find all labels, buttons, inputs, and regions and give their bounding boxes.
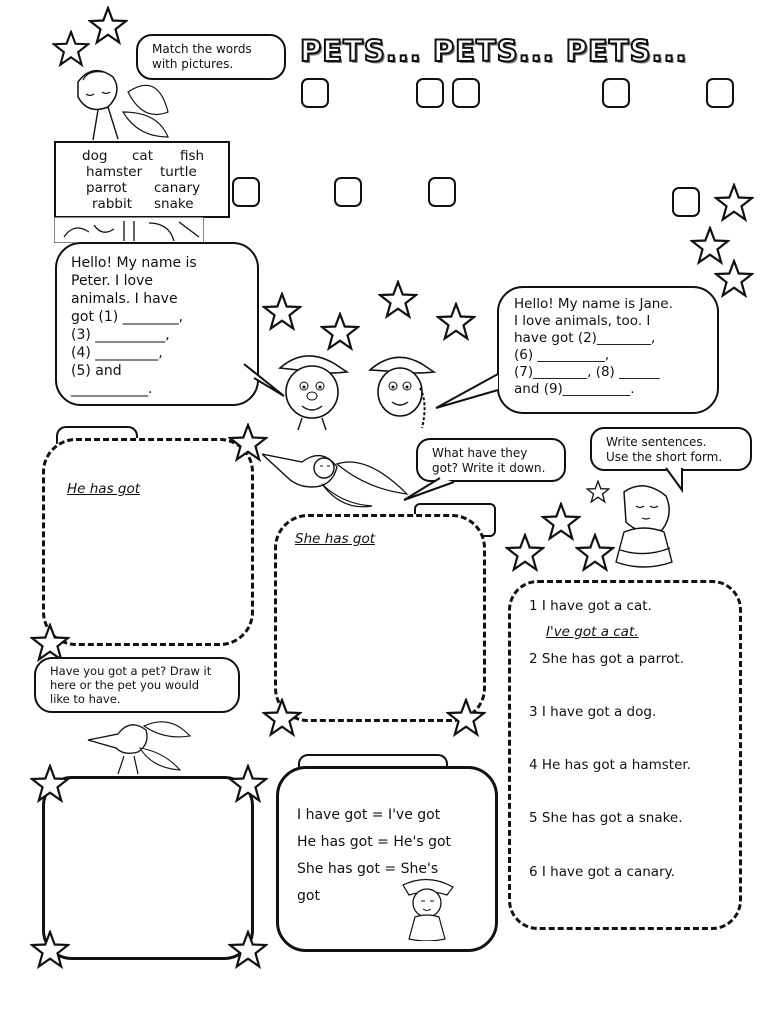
sentence-item: 4 He has got a hamster. <box>529 757 691 773</box>
star-icon <box>714 183 754 223</box>
word-item: hamster <box>86 164 143 180</box>
star-icon <box>436 302 476 342</box>
sentence-item: 3 I have got a dog. <box>529 704 657 720</box>
instruction-line: What have they <box>432 446 528 460</box>
answer-box[interactable] <box>706 78 734 108</box>
star-icon <box>378 280 418 320</box>
fairy-illustration <box>606 480 686 578</box>
fairy-illustration <box>393 875 463 941</box>
instruction-line: Use the short form. <box>606 450 723 464</box>
star-icon <box>446 698 486 738</box>
word-item: fish <box>180 148 205 164</box>
bubble-line[interactable]: (5) and <box>71 363 122 379</box>
instruction-line: Have you got a pet? Draw it <box>50 664 212 678</box>
page-title: PETS... PETS... PETS... <box>300 34 688 68</box>
star-icon <box>228 930 268 970</box>
instruction-line: like to have. <box>50 692 121 706</box>
he-has-got-label: He has got <box>67 481 141 497</box>
he-has-got-box[interactable] <box>42 438 254 646</box>
bubble-line[interactable]: ___________. <box>71 381 153 397</box>
sentence-item: 5 She has got a snake. <box>529 810 683 826</box>
word-item: turtle <box>160 164 197 180</box>
star-icon <box>30 930 70 970</box>
answer-box[interactable] <box>416 78 444 108</box>
girl-cap-illustration <box>366 348 438 432</box>
star-icon <box>228 764 268 804</box>
answer-box[interactable] <box>602 78 630 108</box>
pet-picture-placeholder <box>54 217 204 243</box>
short-form-line: I have got = I've got <box>297 807 441 823</box>
instruction-bubble-write <box>590 427 752 471</box>
star-icon <box>320 312 360 352</box>
instruction-line: Match the words <box>152 42 252 56</box>
star-icon <box>30 764 70 804</box>
bubble-line[interactable]: have got (2)________, <box>514 330 656 346</box>
answer-box[interactable] <box>428 177 456 207</box>
answer-box[interactable] <box>232 177 260 207</box>
word-item: parrot <box>86 180 127 196</box>
answer-box[interactable] <box>452 78 480 108</box>
star-icon <box>575 533 615 573</box>
bubble-line: I love animals, too. I <box>514 313 651 329</box>
instruction-bubble-pet <box>34 657 240 713</box>
fairy-illustration <box>262 444 412 514</box>
word-item: rabbit <box>92 196 133 212</box>
sentence-example: 1 I have got a cat. <box>529 598 652 614</box>
bubble-tail <box>432 368 502 412</box>
she-has-got-box[interactable] <box>274 514 486 722</box>
answer-box[interactable] <box>334 177 362 207</box>
star-icon <box>88 6 128 46</box>
short-form-line: He has got = He's got <box>297 834 452 850</box>
star-icon <box>262 698 302 738</box>
bubble-line: Peter. I love <box>71 273 153 289</box>
answer-box[interactable] <box>301 78 329 108</box>
star-icon <box>262 292 302 332</box>
bubble-line[interactable]: (4) _________, <box>71 345 163 361</box>
instruction-line: got? Write it down. <box>432 461 546 475</box>
fairy-illustration <box>84 712 194 776</box>
instruction-bubble-match <box>136 34 286 80</box>
bubble-line[interactable]: (6) __________, <box>514 347 610 363</box>
word-box <box>54 141 230 218</box>
word-item: snake <box>154 196 194 212</box>
bubble-line[interactable]: (7)________, (8) ______ <box>514 364 660 380</box>
boy-cap-illustration <box>272 348 352 432</box>
star-icon <box>714 259 754 299</box>
answer-box[interactable] <box>672 187 700 217</box>
bubble-line[interactable]: got (1) ________, <box>71 309 184 325</box>
bubble-line: animals. I have <box>71 291 178 307</box>
star-icon <box>586 480 610 504</box>
instruction-line: with pictures. <box>152 57 234 71</box>
sentence-item: 2 She has got a parrot. <box>529 651 684 667</box>
short-form-line: got <box>297 888 320 904</box>
bubble-line: Hello! My name is <box>71 255 197 271</box>
instruction-line: here or the pet you would <box>50 678 200 692</box>
sentence-example-answer: I've got a cat. <box>546 624 639 640</box>
word-item: canary <box>154 180 201 196</box>
bubble-line[interactable]: (3) __________, <box>71 327 170 343</box>
sentence-item: 6 I have got a canary. <box>529 864 675 880</box>
short-form-line: She has got = She's <box>297 861 439 877</box>
peter-speech-bubble <box>55 242 259 406</box>
instruction-line: Write sentences. <box>606 435 707 449</box>
jane-speech-bubble <box>497 286 719 414</box>
bubble-line[interactable]: and (9)__________. <box>514 381 635 397</box>
bubble-tail <box>400 476 460 504</box>
bubble-line: Hello! My name is Jane. <box>514 296 673 312</box>
word-item: dog <box>82 148 108 164</box>
short-forms-box <box>276 766 498 952</box>
draw-pet-box[interactable] <box>42 776 254 960</box>
star-icon <box>505 533 545 573</box>
word-item: cat <box>132 148 153 164</box>
she-has-got-label: She has got <box>295 531 375 547</box>
